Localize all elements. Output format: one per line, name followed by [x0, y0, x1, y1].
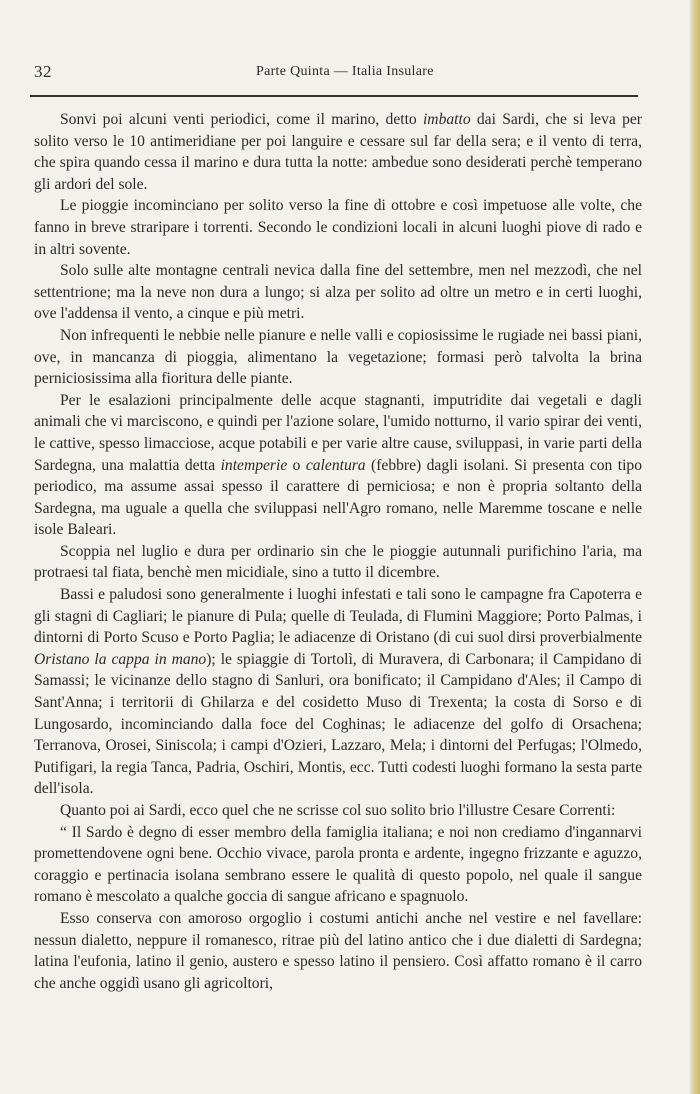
- text-run: Quanto poi ai Sardi, ecco quel che ne scrisse col suo solito brio l'illustre Cesare Correnti:: [60, 802, 616, 819]
- page-edge: [690, 0, 700, 1094]
- paragraph: [34, 800, 642, 822]
- italic-term: intemperie: [220, 456, 288, 474]
- text-run: Le pioggie incominciano per solito verso la fine di ottobre e così impetuose alle volte, che fanno in breve straripare i torrenti. Secondo le condizioni locali in alcuni luoghi piove di rado e in altri sovente.: [34, 197, 642, 258]
- paragraph: [34, 584, 642, 800]
- italic-term: calentura: [305, 456, 366, 474]
- page-number: 32: [34, 62, 52, 81]
- text-run: “ Il Sardo è degno di esser membro della famiglia italiana; e noi non crediamo d'ingannarvi promettendovene ogni bene. Occhio vivace, parola pronta e ardente, ingegno frizzante e aguzzo, coraggio e pertinacia isolana sembrano essere le qualità di questo popolo, nel quale il sangue romano è mescolato a qualche goccia di sangue africano e spagnuolo.: [34, 823, 642, 906]
- paragraph: [34, 822, 642, 908]
- text-run: Bassi e paludosi sono generalmente i luoghi infestati e tali sono le campagne fra Capoterra e gli stagni di Cagliari; le pianure di Pula; quelle di Teulada, di Flumini Maggiore; Porto Palmas, i dintorni di Porto Scuso e Porto Paglia; le adiacenze di Oristano (di cui suol dirsi proverbialmente: [34, 586, 642, 647]
- paragraph: [34, 325, 642, 390]
- text-run: Esso conserva con amoroso orgoglio i costumi antichi anche nel vestire e nel favellare: nessun dialetto, neppure il romanesco, ritrae più del latino antico che i due dialetti di Sardegna; latina l'eufonia, latino il genio, austero e spesso latino il pensiero. Così affatto romano è il carro che anche oggidì usano gli agricoltori,: [34, 909, 642, 992]
- text-run: Sonvi poi alcuni venti periodici, come il marino, detto: [60, 111, 423, 128]
- italic-term: Oristano la cappa in mano: [34, 650, 207, 668]
- text-run: o: [287, 456, 306, 474]
- paragraph: [34, 109, 642, 195]
- paragraph: [34, 260, 642, 325]
- text-run: Scoppia nel luglio e dura per ordinario sin che le pioggie autunnali purifichino l'aria, ma protraesi tal fiata, benchè men micidiale, sino a tutto il dicembre.: [34, 542, 642, 582]
- paragraph: [34, 908, 642, 994]
- text-run: dai Sardi, che si leva per solito verso le 10 antimeridiane per poi languire e cessare sul far della sera; e il vento di terra, che spira quando cessa il marino e dura tutta la notte: ambedue sono desiderati perchè temperano gli ardori del sole.: [34, 111, 642, 193]
- book-page: [34, 62, 674, 88]
- paragraph: [34, 541, 642, 584]
- paragraph: [34, 195, 642, 260]
- text-run: Non infrequenti le nebbie nelle pianure e nelle valli e copiosissime le rugiade nei bassi piani, ove, in mancanza di pioggia, alimentano la vegetazione; formasi però talvolta la brina perniciosissima alla fioritura delle piante.: [34, 326, 642, 388]
- italic-term: imbatto: [422, 111, 471, 128]
- running-title: Parte Quinta — Italia Insulare: [256, 64, 434, 79]
- text-run: (febbre) dagli isolani. Si presenta con tipo periodico, ma assume assai spesso il carattere di perniciosa; e non è propria soltanto della Sardegna, ma uguale a quella che sviluppasi nell'Agro romano, nelle Maremme toscane e nelle isole Baleari.: [34, 456, 642, 539]
- text-run: Per le esalazioni principalmente delle acque stagnanti, imputridite dai vegetali e dagli animali che vi marciscono, e quindi per l'azione solare, l'umido notturno, il vario spirar dei venti, le cattive, spesso limacciose, acque potabili e per varie altre cause, sviluppasi, in varie parti della Sardegna, una malattia detta: [34, 391, 642, 474]
- header-rule: [30, 95, 638, 97]
- paragraph: [34, 390, 642, 541]
- text-run: Solo sulle alte montagne centrali nevica dalla fine del settembre, men nel mezzodì, che nel settentrione; ma la neve non dura a lungo; si alza per solito ad oltre un metro e in certi luoghi, ove l'addensa il vento, a cinque e più metri.: [34, 262, 642, 323]
- page-header: [34, 62, 674, 88]
- text-run: ); le spiaggie di Tortolì, di Muravera, di Carbonara; il Campidano di Samassi; le vicinanze dello stagno di Sanluri, ora bonificato; il Campidano d'Ales; il Campo di Sant'Anna; i territorii di Ghilarza e del cosidetto Muso di Trexenta; la costa di Sorso e di Lungosardo, incominciando dalla foce del Coghinas; le adiacenze del golfo di Orsachena; Terranova, Orosei, Siniscola; i campi d'Ozieri, Lazzaro, Mela; i dintorni del Perfugas; l'Olmedo, Putifigari, la regia Tanca, Padria, Oschiri, Montis, ecc. Tutti codesti luoghi formano la sesta parte dell'isola.: [34, 650, 642, 798]
- body-text: [34, 109, 642, 994]
